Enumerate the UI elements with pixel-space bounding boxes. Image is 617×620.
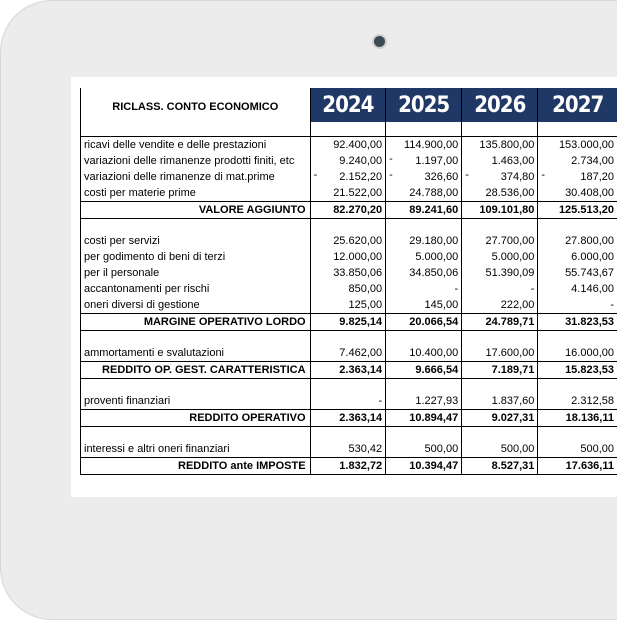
value-text: 187,20 xyxy=(580,171,614,183)
value-text: 5.000,00 xyxy=(415,251,458,263)
value-text: - xyxy=(378,395,382,407)
spacer-row xyxy=(81,122,617,137)
value-cell xyxy=(538,281,617,297)
value-text: 1.832,72 xyxy=(339,460,382,472)
total-row xyxy=(81,362,617,379)
value-text: 135.800,00 xyxy=(479,139,534,151)
spacer-cell xyxy=(538,122,617,137)
total-row xyxy=(81,314,617,331)
row-label: costi per servizi xyxy=(81,233,311,249)
spacer-cell xyxy=(310,379,386,394)
value-cell xyxy=(538,393,617,410)
year-2025-header: 2025 xyxy=(386,88,462,122)
value-text: 8.527,31 xyxy=(492,460,535,472)
value-cell xyxy=(310,249,386,265)
value-cell xyxy=(310,265,386,281)
value-text: 29.180,00 xyxy=(409,235,458,247)
spacer-cell xyxy=(81,379,311,394)
value-cell xyxy=(462,153,538,169)
value-cell xyxy=(538,233,617,249)
value-text: 500,00 xyxy=(425,443,459,455)
value-text: 145,00 xyxy=(425,299,459,311)
row-label: proventi finanziari xyxy=(81,393,311,410)
total-row xyxy=(81,458,617,475)
table-row xyxy=(81,233,617,249)
spacer-row xyxy=(81,219,617,234)
value-text: 15.823,53 xyxy=(565,364,614,376)
value-text: 125.513,20 xyxy=(559,204,614,216)
value-cell xyxy=(538,441,617,458)
value-text: 2.734,00 xyxy=(571,155,614,167)
spacer-cell xyxy=(81,219,311,234)
value-text: 31.823,53 xyxy=(565,316,614,328)
table-row xyxy=(81,249,617,265)
value-cell xyxy=(310,202,386,219)
value-cell xyxy=(386,202,462,219)
value-cell xyxy=(386,410,462,427)
value-text: 326,60 xyxy=(425,171,459,183)
spacer-cell xyxy=(462,427,538,442)
row-label: per godimento di beni di terzi xyxy=(81,249,311,265)
value-cell xyxy=(386,265,462,281)
value-cell xyxy=(386,297,462,314)
value-cell xyxy=(310,410,386,427)
row-label: REDDITO OP. GEST. CARATTERISTICA xyxy=(81,362,311,379)
spacer-row xyxy=(81,379,617,394)
value-text: 24.788,00 xyxy=(409,187,458,199)
value-text: 33.850,06 xyxy=(333,267,382,279)
row-label: REDDITO ante IMPOSTE xyxy=(81,458,311,475)
value-text: 28.536,00 xyxy=(485,187,534,199)
table-row xyxy=(81,345,617,362)
value-cell xyxy=(386,153,462,169)
value-text: 7.462,00 xyxy=(339,347,382,359)
row-label: oneri diversi di gestione xyxy=(81,297,311,314)
value-text: 9.666,54 xyxy=(415,364,458,376)
spacer-cell xyxy=(462,379,538,394)
row-label: ricavi delle vendite e delle prestazioni xyxy=(81,137,311,154)
value-text: 18.136,11 xyxy=(566,412,614,424)
row-label: MARGINE OPERATIVO LORDO xyxy=(81,314,311,331)
value-cell xyxy=(538,202,617,219)
spacer-cell xyxy=(386,219,462,234)
spacer-cell xyxy=(310,331,386,346)
value-text: 7.189,71 xyxy=(492,364,535,376)
value-cell xyxy=(462,137,538,154)
row-label: accantonamenti per rischi xyxy=(81,281,311,297)
value-cell xyxy=(538,153,617,169)
value-cell xyxy=(538,458,617,475)
value-text: 500,00 xyxy=(580,443,614,455)
value-cell xyxy=(386,185,462,202)
table-title: RICLASS. CONTO ECONOMICO xyxy=(81,88,311,122)
table-row xyxy=(81,265,617,281)
value-cell xyxy=(386,441,462,458)
negative-sign: - xyxy=(541,169,545,181)
row-label: per il personale xyxy=(81,265,311,281)
spacer-cell xyxy=(81,122,311,137)
value-cell xyxy=(538,265,617,281)
spacer-cell xyxy=(462,122,538,137)
value-text: 2.363,14 xyxy=(339,412,382,424)
value-cell xyxy=(462,393,538,410)
value-cell xyxy=(538,314,617,331)
row-label: REDDITO OPERATIVO xyxy=(81,410,311,427)
value-text: 1.837,60 xyxy=(492,395,535,407)
year-2027-header: 2027 xyxy=(538,88,617,122)
value-cell xyxy=(538,362,617,379)
value-cell xyxy=(538,249,617,265)
value-cell xyxy=(310,153,386,169)
value-text: 17.600,00 xyxy=(485,347,534,359)
value-cell xyxy=(462,249,538,265)
value-text: 9.240,00 xyxy=(339,155,382,167)
table-row xyxy=(81,393,617,410)
spacer-cell xyxy=(81,331,311,346)
value-cell xyxy=(310,137,386,154)
value-text: 125,00 xyxy=(348,299,382,311)
value-text: 82.270,20 xyxy=(333,204,382,216)
row-label: costi per materie prime xyxy=(81,185,311,202)
value-cell xyxy=(538,297,617,314)
value-text: - xyxy=(610,299,614,311)
value-text: 10.894,47 xyxy=(409,412,458,424)
spacer-row xyxy=(81,427,617,442)
value-text: 109.101,80 xyxy=(479,204,534,216)
camera-icon xyxy=(374,36,385,47)
spacer-cell xyxy=(81,427,311,442)
spacer-cell xyxy=(386,379,462,394)
value-text: 374,80 xyxy=(501,171,535,183)
value-text: 89.241,60 xyxy=(409,204,458,216)
value-cell xyxy=(538,410,617,427)
year-2026-header: 2026 xyxy=(462,88,538,122)
spacer-cell xyxy=(310,122,386,137)
table-row xyxy=(81,281,617,297)
table-row xyxy=(81,153,617,169)
value-text: 153.000,00 xyxy=(559,139,614,151)
table-row xyxy=(81,185,617,202)
value-text: - xyxy=(455,283,459,295)
row-label: VALORE AGGIUNTO xyxy=(81,202,311,219)
value-cell xyxy=(386,249,462,265)
value-cell xyxy=(386,458,462,475)
value-cell xyxy=(386,345,462,362)
table-row xyxy=(81,169,617,185)
value-text: 27.800,00 xyxy=(565,235,614,247)
spacer-cell xyxy=(538,427,617,442)
spacer-cell xyxy=(462,219,538,234)
value-text: 1.227,93 xyxy=(415,395,458,407)
value-cell xyxy=(310,441,386,458)
value-text: 2.152,20 xyxy=(339,171,382,183)
value-cell xyxy=(310,393,386,410)
value-cell xyxy=(386,393,462,410)
value-cell xyxy=(462,410,538,427)
table-row xyxy=(81,297,617,314)
value-cell xyxy=(310,362,386,379)
value-text: 12.000,00 xyxy=(333,251,382,263)
value-text: 1.197,00 xyxy=(415,155,458,167)
value-text: 51.390,09 xyxy=(485,267,534,279)
value-cell xyxy=(462,362,538,379)
table-row xyxy=(81,137,617,154)
value-text: 55.743,67 xyxy=(565,267,614,279)
spacer-cell xyxy=(310,427,386,442)
value-cell xyxy=(310,458,386,475)
total-row xyxy=(81,202,617,219)
value-cell xyxy=(538,185,617,202)
value-text: 20.066,54 xyxy=(409,316,458,328)
spacer-cell xyxy=(462,331,538,346)
value-text: 16.000,00 xyxy=(565,347,614,359)
value-text: 530,42 xyxy=(348,443,382,455)
value-cell xyxy=(310,314,386,331)
value-cell xyxy=(310,233,386,249)
spacer-cell xyxy=(386,331,462,346)
value-text: 10.400,00 xyxy=(409,347,458,359)
value-cell xyxy=(462,233,538,249)
negative-sign: - xyxy=(465,169,469,181)
spacer-row xyxy=(81,331,617,346)
value-cell xyxy=(538,169,617,185)
value-cell xyxy=(462,458,538,475)
value-text: 24.789,71 xyxy=(485,316,534,328)
value-text: 10.394,47 xyxy=(409,460,458,472)
value-cell xyxy=(386,137,462,154)
spacer-cell xyxy=(386,122,462,137)
value-cell xyxy=(538,345,617,362)
value-cell xyxy=(310,185,386,202)
value-cell xyxy=(462,281,538,297)
value-text: 9.825,14 xyxy=(339,316,382,328)
row-label: variazioni delle rimanenze di mat.prime xyxy=(81,169,311,185)
year-2024-header: 2024 xyxy=(310,88,386,122)
value-text: 114.900,00 xyxy=(404,139,458,151)
value-cell xyxy=(462,202,538,219)
spacer-cell xyxy=(538,331,617,346)
value-cell xyxy=(386,281,462,297)
header-row xyxy=(81,88,617,122)
value-text: 25.620,00 xyxy=(333,235,382,247)
negative-sign: - xyxy=(389,169,393,181)
value-cell xyxy=(538,137,617,154)
row-label: ammortamenti e svalutazioni xyxy=(81,345,311,362)
table-row xyxy=(81,441,617,458)
value-cell xyxy=(386,169,462,185)
value-text: 500,00 xyxy=(501,443,535,455)
value-text: 850,00 xyxy=(348,283,382,295)
value-cell xyxy=(462,441,538,458)
value-cell xyxy=(310,169,386,185)
negative-sign: - xyxy=(314,169,318,181)
value-text: 30.408,00 xyxy=(565,187,614,199)
total-row xyxy=(81,410,617,427)
value-cell xyxy=(386,314,462,331)
income-statement-table xyxy=(80,88,617,475)
value-text: 5.000,00 xyxy=(492,251,535,263)
value-cell xyxy=(386,362,462,379)
row-label: interessi e altri oneri finanziari xyxy=(81,441,311,458)
value-text: 17.636,11 xyxy=(566,460,614,472)
spacer-cell xyxy=(538,379,617,394)
value-text: 222,00 xyxy=(501,299,535,311)
value-text: - xyxy=(531,283,535,295)
value-cell xyxy=(462,314,538,331)
value-cell xyxy=(462,345,538,362)
value-text: 27.700,00 xyxy=(485,235,534,247)
value-cell xyxy=(462,185,538,202)
value-text: 21.522,00 xyxy=(333,187,382,199)
value-text: 34.850,06 xyxy=(409,267,458,279)
value-text: 92.400,00 xyxy=(333,139,382,151)
value-cell xyxy=(310,297,386,314)
value-text: 2.363,14 xyxy=(339,364,382,376)
value-cell xyxy=(462,265,538,281)
row-label: variazioni delle rimanenze prodotti finiti, etc xyxy=(81,153,311,169)
value-text: 2.312,58 xyxy=(571,395,614,407)
value-cell xyxy=(462,169,538,185)
spacer-cell xyxy=(386,427,462,442)
value-text: 1.463,00 xyxy=(492,155,535,167)
value-text: 6.000,00 xyxy=(571,251,614,263)
value-text: 4.146,00 xyxy=(571,283,614,295)
negative-sign: - xyxy=(389,153,393,165)
spacer-cell xyxy=(538,219,617,234)
value-cell xyxy=(386,233,462,249)
value-cell xyxy=(462,297,538,314)
value-cell xyxy=(310,281,386,297)
value-cell xyxy=(310,345,386,362)
value-text: 9.027,31 xyxy=(492,412,535,424)
spacer-cell xyxy=(310,219,386,234)
